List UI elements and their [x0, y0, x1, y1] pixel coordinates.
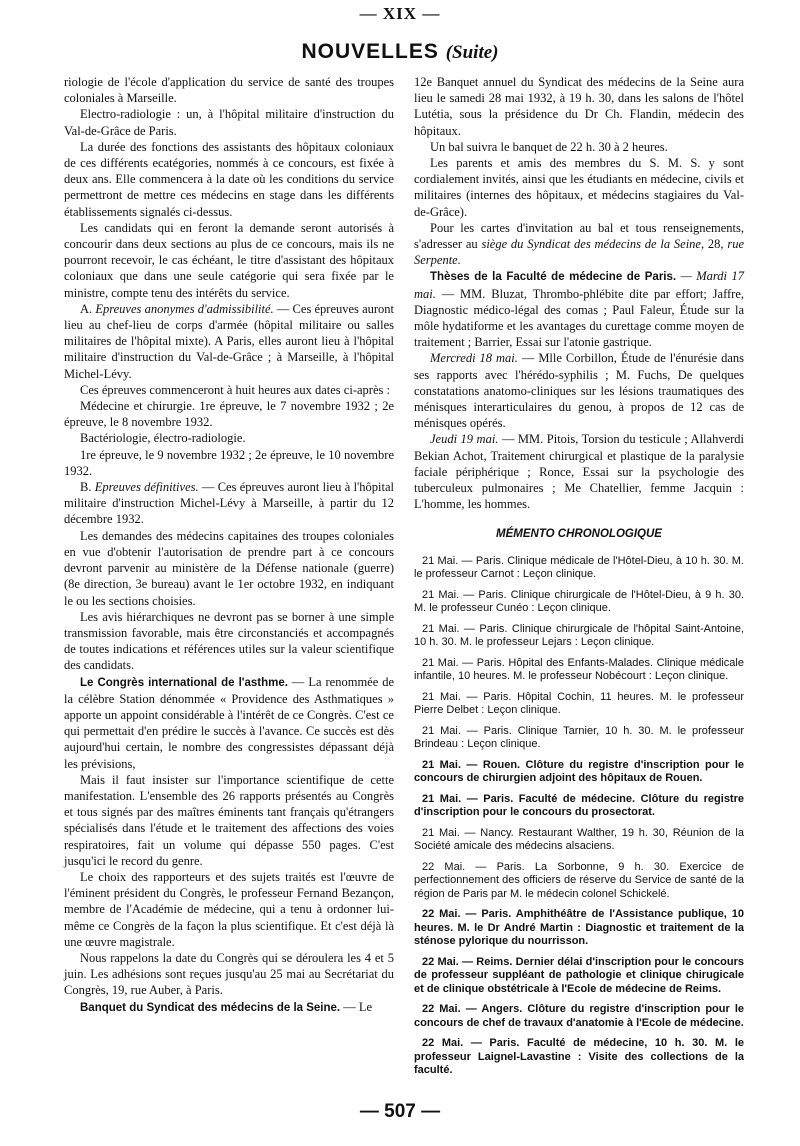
memento-item: 21 Mai. — Paris. Hôpital Cochin, 11 heures. M. le professeur Pierre Delbet : Leçon clinique.	[414, 690, 744, 717]
memento-title: MÉMENTO CHRONOLOGIQUE	[496, 528, 662, 541]
right-column	[414, 74, 744, 1085]
page-number: — 507 —	[359, 1101, 441, 1122]
section-heading: Epreuves définitives.	[94, 480, 199, 495]
memento-item: 22 Mai. — Reims. Dernier délai d'inscription pour le concours de professeur suppléant de pathologie et clinique chirugicale et de clinique obstétricale à l'Ecole de médecine de Reims.	[414, 955, 744, 995]
paragraph-text: — MM. Bluzat, Thrombo-phlébite dite par effort; Jaffre, Diagnostic médico-légal des comas ; Paul Faleur, Étude sur la môle hydatiforme et les avantages du curettage comme moyen de traitement ; Barrier, Essai sur l'atonie gastrique.	[414, 286, 745, 350]
paragraph: La durée des fonctions des assistants des hôpitaux coloniaux de ces différents ecatégories, nommés à ce concours, est fixée à deux ans. Elle commencera à la date où les conditions du service permettront de mettre ces médecins en stage dans les différents établissements signalés ci-dessus.	[64, 139, 394, 219]
paragraph	[414, 220, 744, 269]
date-label: Jeudi 19 mai.	[430, 432, 499, 447]
date-label: Mercredi 18 mai.	[430, 351, 518, 366]
paragraph: Les demandes des médecins capitaines des troupes coloniales en vue d'obtenir l'autorisation de prendre part à ce concours devront parvenir au ministère de la Défense nationale (guerre) (8e direction, 3e bureau) avant le 1er octobre 1932, en indiquant le ou les sections choisies.	[64, 528, 394, 608]
memento-list	[414, 555, 744, 1078]
paragraph-text: — Ces épreuves auront lieu au chef-lieu de corps d'armée (hôpital militaire ou salles militaires de l'hôpital mixte). A Paris, elles auront lieu à l'hôpital militaire d'instruction du Val-de-Grâce ; à Marseille, à l'hôpital Michel-Lévy.	[64, 301, 395, 381]
left-column	[64, 74, 394, 1016]
memento-item: 21 Mai. — Paris. Clinique Tarnier, 10 h. 30. M. le professeur Brindeau : Leçon clinique.	[414, 724, 744, 751]
paragraph	[64, 674, 394, 772]
paragraph: Le choix des rapporteurs et des sujets traités est l'œuvre de l'éminent président du Congrès, le professeur Fernand Bezançon, membre de l'Académie de médecine, qui a tenu à ordonner lui-même ce Congrès de la façon la plus scientifique. Et c'est déjà là une œuvre magistrale.	[64, 869, 394, 949]
paragraph-text: — La renommée de la célèbre Station dénommée « Providence des Asthmatiques » apporte un appoint considérable à l'intérêt de ce Congrès. C'est ce qui permettait d'en prédire le succès à l'avance. Ce succès est dès aujourd'hui certain, le nombre des congressistes dépassant déjà les prévisions,	[64, 674, 395, 771]
memento-item: 22 Mai. — Paris. Faculté de médecine, 10 h. 30. M. le professeur Laignel-Lavastine : Visite des collections de la faculté.	[414, 1037, 744, 1077]
paragraph-text: — Mlle Corbillon, Étude de l'énurésie dans ses rapports avec l'hérédo-syphilis ; M. Fuchs, De quelques constatations anatomo-cliniques sur les lésions traumatiques des ménisques interarticulaires du genou, à propos de 12 cas de ménisques opérés.	[414, 351, 745, 431]
news-heading: Le Congrès international de l'asthme.	[80, 676, 288, 689]
paragraph: 12e Banquet annuel du Syndicat des médecins de la Seine aura lieu le samedi 28 mai 1932, à 19 h. 30, dans les salons de l'hôtel Lutétia, sous la présidence du Dr Ch. Flandin, médecin des hôpitaux.	[414, 75, 744, 138]
paragraph: Médecine et chirurgie. 1re épreuve, le 7 novembre 1932 ; 2e épreuve, le 8 novembre 1932.	[64, 399, 394, 430]
paragraph-text: — Ces épreuves auront lieu à l'hôpital militaire d'instruction Michel-Lévy à Marseille, à partir du 12 décembre 1932.	[64, 480, 395, 527]
memento-item: 21 Mai. — Paris. Faculté de médecine. Clôture du registre d'inscription pour le concours du prosectorat.	[414, 792, 744, 819]
paragraph	[414, 268, 744, 350]
paragraph	[64, 479, 394, 528]
paragraph: Nous rappelons la date du Congrès qui se déroulera les 4 et 5 juin. Les adhésions sont reçues jusqu'au 25 mai au Secrétariat du Congrès, 19, rue Auber, à Paris.	[64, 950, 394, 998]
news-heading: Thèses de la Faculté de médecine de Paris.	[430, 271, 677, 284]
paragraph: Ces épreuves commenceront à huit heures aux dates ci-après :	[80, 382, 390, 397]
paragraph: Les avis hiérarchiques ne devront pas se borner à une simple transmission favorable, mais être circonstanciés et accompagnés de toutes indications et références utiles sur la valeur scientifique des candidats.	[64, 609, 394, 673]
paragraph: riologie de l'école d'application du service de santé des troupes coloniales à Marseille.	[64, 75, 394, 106]
memento-item: 21 Mai. — Rouen. Clôture du registre d'inscription pour le concours de chirurgien adjoint des hôpitaux de Rouen.	[414, 758, 744, 785]
paragraph-text: Pour les cartes d'invitation au bal et tous renseignements, s'adresser au	[414, 220, 744, 252]
news-heading: Banquet du Syndicat des médecins de la Seine.	[80, 1001, 341, 1014]
page-title	[0, 40, 800, 64]
section-letter: B.	[80, 480, 92, 495]
paragraph: Les parents et amis des membres du S. M. S. y sont cordialement invités, ainsi que les étudiants en médecine, civils et militaires (internes des hôpitaux, et médecins stagiaires du Val-de-Grâce).	[414, 156, 744, 219]
paragraph-text: — MM. Pitois, Torsion du testicule ; Allahverdi Bekian Achot, Traitement chirurgical et plastique de la paralysie faciale périphérique ; Ronce, Essai sur la psychologie des tuberculeux pulmonaires ; Me Chatellier, femme Jacquin : L'homme, les hommes.	[414, 432, 745, 512]
memento-item: 22 Mai. — Paris. Amphithéâtre de l'Assistance publique, 10 heures. M. le Dr André Martin : Diagnostic et traitement de la sténose pylorique du nourrisson.	[414, 908, 744, 948]
memento-item: 21 Mai. — Paris. Clinique chirurgicale de l'Hôtel-Dieu, à 9 h. 30. M. le professeur Cunéo : Leçon clinique.	[414, 588, 744, 615]
title-main: NOUVELLES	[301, 40, 439, 63]
address-text: siège du Syndicat des médecins de la Seine,	[481, 237, 705, 252]
memento-item: 21 Mai. — Paris. Clinique chirurgicale de l'hôpital Saint-Antoine, 10 h. 30. M. le professeur Lejars : Leçon clinique.	[414, 622, 744, 649]
paragraph: 1re épreuve, le 9 novembre 1932 ; 2e épreuve, le 10 novembre 1932.	[64, 447, 394, 478]
title-suffix: (Suite)	[445, 42, 499, 63]
section-heading: Epreuves anonymes d'admissibilité.	[95, 301, 274, 316]
paragraph	[64, 301, 394, 382]
memento-item: 21 Mai. — Nancy. Restaurant Walther, 19 h. 30, Réunion de la Société amicale des médecins alsaciens.	[414, 826, 744, 853]
paragraph	[414, 350, 744, 431]
paragraph: Electro-radiologie : un, à l'hôpital militaire d'instruction du Val-de-Grâce de Paris.	[64, 107, 394, 138]
paragraph: Mais il faut insister sur l'importance scientifique de cette manifestation. L'ensemble des 26 rapports présentés au Congrès et tous signés par des maîtres éminents tant français qu'étrangers spécialisés dans l'étude et le traitement des affections des voies respiratoires, fait un volume qui dépasse 550 pages. C'est jusqu'ici le record du genre.	[64, 772, 394, 868]
paragraph	[64, 999, 394, 1016]
paragraph: Les candidats qui en feront la demande seront autorisés à concourir dans deux sections au plus de ce concours, mais ils ne pourront recevoir, le cas échéant, le titre d'assistant des hôpitaux coloniaux que dans une seule catégorie qui sera fixée par le ministre, compte tenu des intérêts du service.	[64, 220, 394, 300]
memento-item: 22 Mai. — Angers. Clôture du registre d'inscription pour le concours de chef de travaux d'anatomie à l'Ecole de médecine.	[414, 1003, 744, 1029]
memento-item: 21 Mai. — Paris. Hôpital des Enfants-Malades. Clinique médicale infantile, 10 heures. M. le professeur Nobécourt : Leçon clinique.	[414, 656, 744, 683]
memento-item: 21 Mai. — Paris. Clinique médicale de l'Hôtel-Dieu, à 10 h. 30. M. le professeur Carnot : Leçon clinique.	[414, 554, 744, 581]
paragraph-text: — Le	[343, 999, 373, 1014]
paragraph	[414, 431, 744, 512]
address-number: 28,	[707, 237, 724, 252]
paragraph: Bactériologie, électro-radiologie.	[80, 431, 246, 446]
section-letter: A.	[80, 301, 93, 316]
address-street: rue Serpente.	[414, 237, 744, 268]
paragraph: Un bal suivra le banquet de 22 h. 30 à 2 heures.	[430, 139, 668, 154]
date-label: — Mardi 17 mai.	[414, 269, 745, 301]
roman-page-number: — XIX —	[359, 4, 441, 23]
memento-item: 22 Mai. — Paris. La Sorbonne, 9 h. 30. Exercice de perfectionnement des officiers de réserve du Service de santé de la région de Paris par M. le médecin colonel Schickelé.	[414, 860, 744, 900]
